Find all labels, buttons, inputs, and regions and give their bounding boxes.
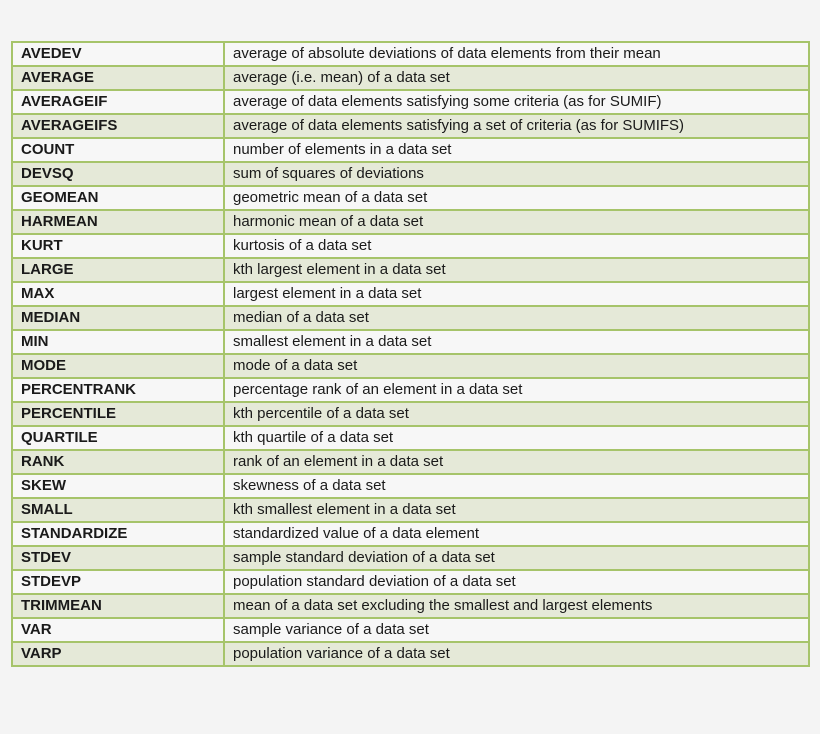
function-name-cell: LARGE (12, 258, 224, 282)
function-name-cell: MEDIAN (12, 306, 224, 330)
function-description-cell: kth smallest element in a data set (224, 498, 809, 522)
function-description-cell: number of elements in a data set (224, 138, 809, 162)
function-name-cell: PERCENTILE (12, 402, 224, 426)
function-name-cell: VAR (12, 618, 224, 642)
function-description-cell: average (i.e. mean) of a data set (224, 66, 809, 90)
table-row (12, 234, 809, 258)
function-name-cell: AVERAGEIF (12, 90, 224, 114)
table-row (12, 498, 809, 522)
function-description-cell: harmonic mean of a data set (224, 210, 809, 234)
table-row (12, 474, 809, 498)
function-name-cell: MAX (12, 282, 224, 306)
function-name-cell: PERCENTRANK (12, 378, 224, 402)
table-row (12, 210, 809, 234)
table-row (12, 594, 809, 618)
table-row (12, 570, 809, 594)
table-row (12, 66, 809, 90)
table-row (12, 138, 809, 162)
function-description-cell: population variance of a data set (224, 642, 809, 666)
function-name-cell: AVERAGE (12, 66, 224, 90)
function-name-cell: TRIMMEAN (12, 594, 224, 618)
table-row (12, 642, 809, 666)
function-name-cell: MIN (12, 330, 224, 354)
table-row (12, 354, 809, 378)
function-description-cell: sample variance of a data set (224, 618, 809, 642)
function-description-cell: kth percentile of a data set (224, 402, 809, 426)
table-row (12, 402, 809, 426)
function-description-cell: average of data elements satisfying a set of criteria (as for SUMIFS) (224, 114, 809, 138)
functions-table-body (12, 42, 809, 666)
function-description-cell: median of a data set (224, 306, 809, 330)
function-description-cell: sample standard deviation of a data set (224, 546, 809, 570)
function-description-cell: rank of an element in a data set (224, 450, 809, 474)
table-row (12, 330, 809, 354)
function-description-cell: kurtosis of a data set (224, 234, 809, 258)
function-description-cell: standardized value of a data element (224, 522, 809, 546)
function-name-cell: SKEW (12, 474, 224, 498)
table-row (12, 306, 809, 330)
function-name-cell: AVEDEV (12, 42, 224, 66)
functions-table (11, 41, 810, 667)
function-name-cell: HARMEAN (12, 210, 224, 234)
function-name-cell: GEOMEAN (12, 186, 224, 210)
function-name-cell: MODE (12, 354, 224, 378)
function-description-cell: mean of a data set excluding the smallest and largest elements (224, 594, 809, 618)
function-name-cell: DEVSQ (12, 162, 224, 186)
function-description-cell: kth quartile of a data set (224, 426, 809, 450)
function-name-cell: STDEV (12, 546, 224, 570)
function-description-cell: sum of squares of deviations (224, 162, 809, 186)
function-description-cell: kth largest element in a data set (224, 258, 809, 282)
function-description-cell: largest element in a data set (224, 282, 809, 306)
table-row (12, 258, 809, 282)
function-description-cell: geometric mean of a data set (224, 186, 809, 210)
function-name-cell: COUNT (12, 138, 224, 162)
table-row (12, 618, 809, 642)
function-description-cell: average of absolute deviations of data elements from their mean (224, 42, 809, 66)
function-name-cell: QUARTILE (12, 426, 224, 450)
table-row (12, 426, 809, 450)
function-name-cell: KURT (12, 234, 224, 258)
table-row (12, 42, 809, 66)
function-name-cell: STDEVP (12, 570, 224, 594)
function-description-cell: average of data elements satisfying some criteria (as for SUMIF) (224, 90, 809, 114)
function-name-cell: RANK (12, 450, 224, 474)
function-description-cell: population standard deviation of a data set (224, 570, 809, 594)
function-description-cell: percentage rank of an element in a data set (224, 378, 809, 402)
function-name-cell: SMALL (12, 498, 224, 522)
table-row (12, 378, 809, 402)
table-row (12, 450, 809, 474)
function-description-cell: smallest element in a data set (224, 330, 809, 354)
function-description-cell: mode of a data set (224, 354, 809, 378)
function-name-cell: AVERAGEIFS (12, 114, 224, 138)
function-name-cell: STANDARDIZE (12, 522, 224, 546)
table-row (12, 282, 809, 306)
table-row (12, 114, 809, 138)
table-row (12, 162, 809, 186)
table-row (12, 186, 809, 210)
function-description-cell: skewness of a data set (224, 474, 809, 498)
table-row (12, 546, 809, 570)
function-name-cell: VARP (12, 642, 224, 666)
table-row (12, 90, 809, 114)
table-row (12, 522, 809, 546)
